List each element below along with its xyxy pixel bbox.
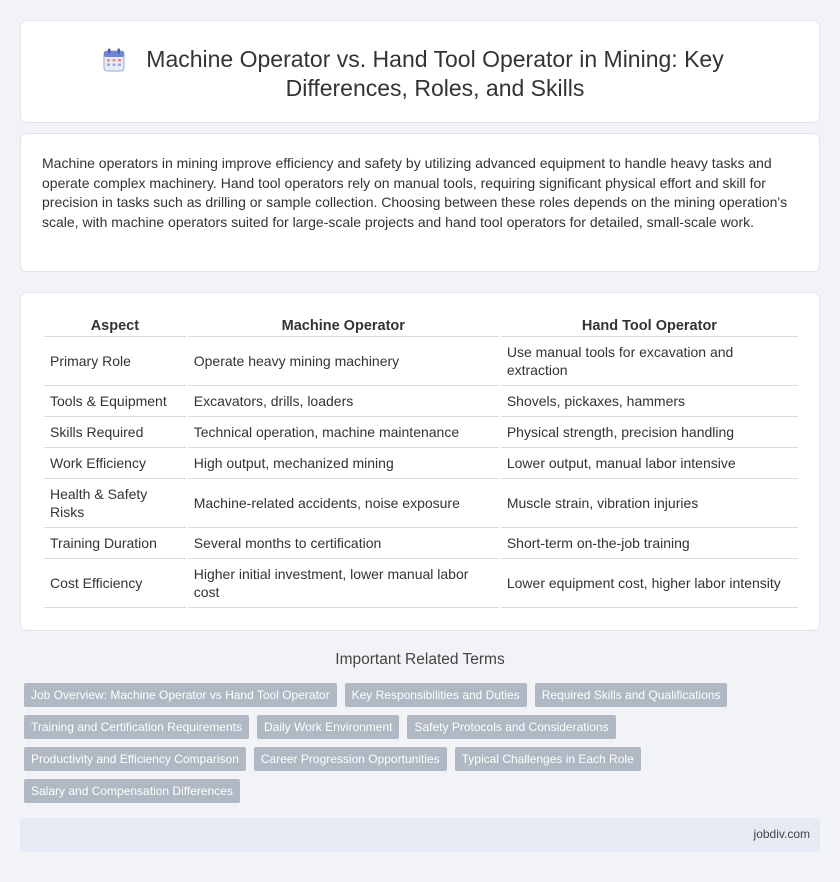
cell-hand-tool-operator: Use manual tools for excavation and extraction: [501, 337, 798, 386]
summary-card: [20, 133, 820, 272]
related-term-tag[interactable]: Job Overview: Machine Operator vs Hand Tool Operator: [24, 683, 337, 707]
related-terms-title: Important Related Terms: [335, 651, 505, 668]
related-term-tag[interactable]: Typical Challenges in Each Role: [455, 747, 641, 771]
cell-machine-operator: Operate heavy mining machinery: [188, 337, 499, 386]
cell-aspect: Tools & Equipment: [44, 386, 186, 417]
related-term-tag[interactable]: Training and Certification Requirements: [24, 715, 249, 739]
cell-aspect: Cost Efficiency: [44, 559, 186, 608]
cell-machine-operator: Excavators, drills, loaders: [188, 386, 499, 417]
cell-machine-operator: Higher initial investment, lower manual labor cost: [188, 559, 499, 608]
cell-hand-tool-operator: Shovels, pickaxes, hammers: [501, 386, 798, 417]
table-header-row: [44, 313, 798, 337]
table-row: [44, 386, 798, 417]
related-term-tag[interactable]: Career Progression Opportunities: [254, 747, 447, 771]
related-terms-list: [24, 683, 824, 811]
related-term-tag[interactable]: Required Skills and Qualifications: [535, 683, 728, 707]
cell-aspect: Health & Safety Risks: [44, 479, 186, 528]
cell-machine-operator: Machine-related accidents, noise exposure: [188, 479, 499, 528]
table-row: [44, 479, 798, 528]
summary-text: Machine operators in mining improve efficiency and safety by utilizing advanced equipment to handle heavy tasks and operate complex machinery. Hand tool operators rely on manual tools, requiring significant physical effort and skill for precision in tasks such as drilling or sample collection. Choosing between these roles depends on the mining operation's scale, with machine operators suited for large-scale projects and hand tool operators for detailed, small-scale work.: [42, 155, 788, 230]
comparison-table: [42, 313, 800, 608]
table-row: [44, 528, 798, 559]
cell-aspect: Training Duration: [44, 528, 186, 559]
cell-machine-operator: Technical operation, machine maintenance: [188, 417, 499, 448]
related-term-tag[interactable]: Key Responsibilities and Duties: [345, 683, 527, 707]
cell-aspect: Primary Role: [44, 337, 186, 386]
header-aspect: Aspect: [44, 313, 186, 337]
table-row: [44, 559, 798, 608]
comparison-table-card: [20, 292, 820, 631]
header-machine-operator: Machine Operator: [188, 313, 499, 337]
table-row: [44, 448, 798, 479]
cell-aspect: Work Efficiency: [44, 448, 186, 479]
cell-hand-tool-operator: Physical strength, precision handling: [501, 417, 798, 448]
cell-machine-operator: Several months to certification: [188, 528, 499, 559]
cell-machine-operator: High output, mechanized mining: [188, 448, 499, 479]
table-row: [44, 417, 798, 448]
footer: [20, 818, 820, 852]
related-term-tag[interactable]: Salary and Compensation Differences: [24, 779, 240, 803]
cell-hand-tool-operator: Lower output, manual labor intensive: [501, 448, 798, 479]
header-hand-tool-operator: Hand Tool Operator: [501, 313, 798, 337]
related-term-tag[interactable]: Safety Protocols and Considerations: [407, 715, 615, 739]
footer-site-link[interactable]: jobdiv.com: [753, 827, 810, 841]
related-term-tag[interactable]: Daily Work Environment: [257, 715, 399, 739]
cell-hand-tool-operator: Short-term on-the-job training: [501, 528, 798, 559]
cell-hand-tool-operator: Lower equipment cost, higher labor intensity: [501, 559, 798, 608]
title-card: [20, 20, 820, 123]
related-term-tag[interactable]: Productivity and Efficiency Comparison: [24, 747, 246, 771]
table-row: [44, 337, 798, 386]
cell-hand-tool-operator: Muscle strain, vibration injuries: [501, 479, 798, 528]
cell-aspect: Skills Required: [44, 417, 186, 448]
page-title: Machine Operator vs. Hand Tool Operator in Mining: Key Differences, Roles, and Skills: [146, 46, 724, 101]
